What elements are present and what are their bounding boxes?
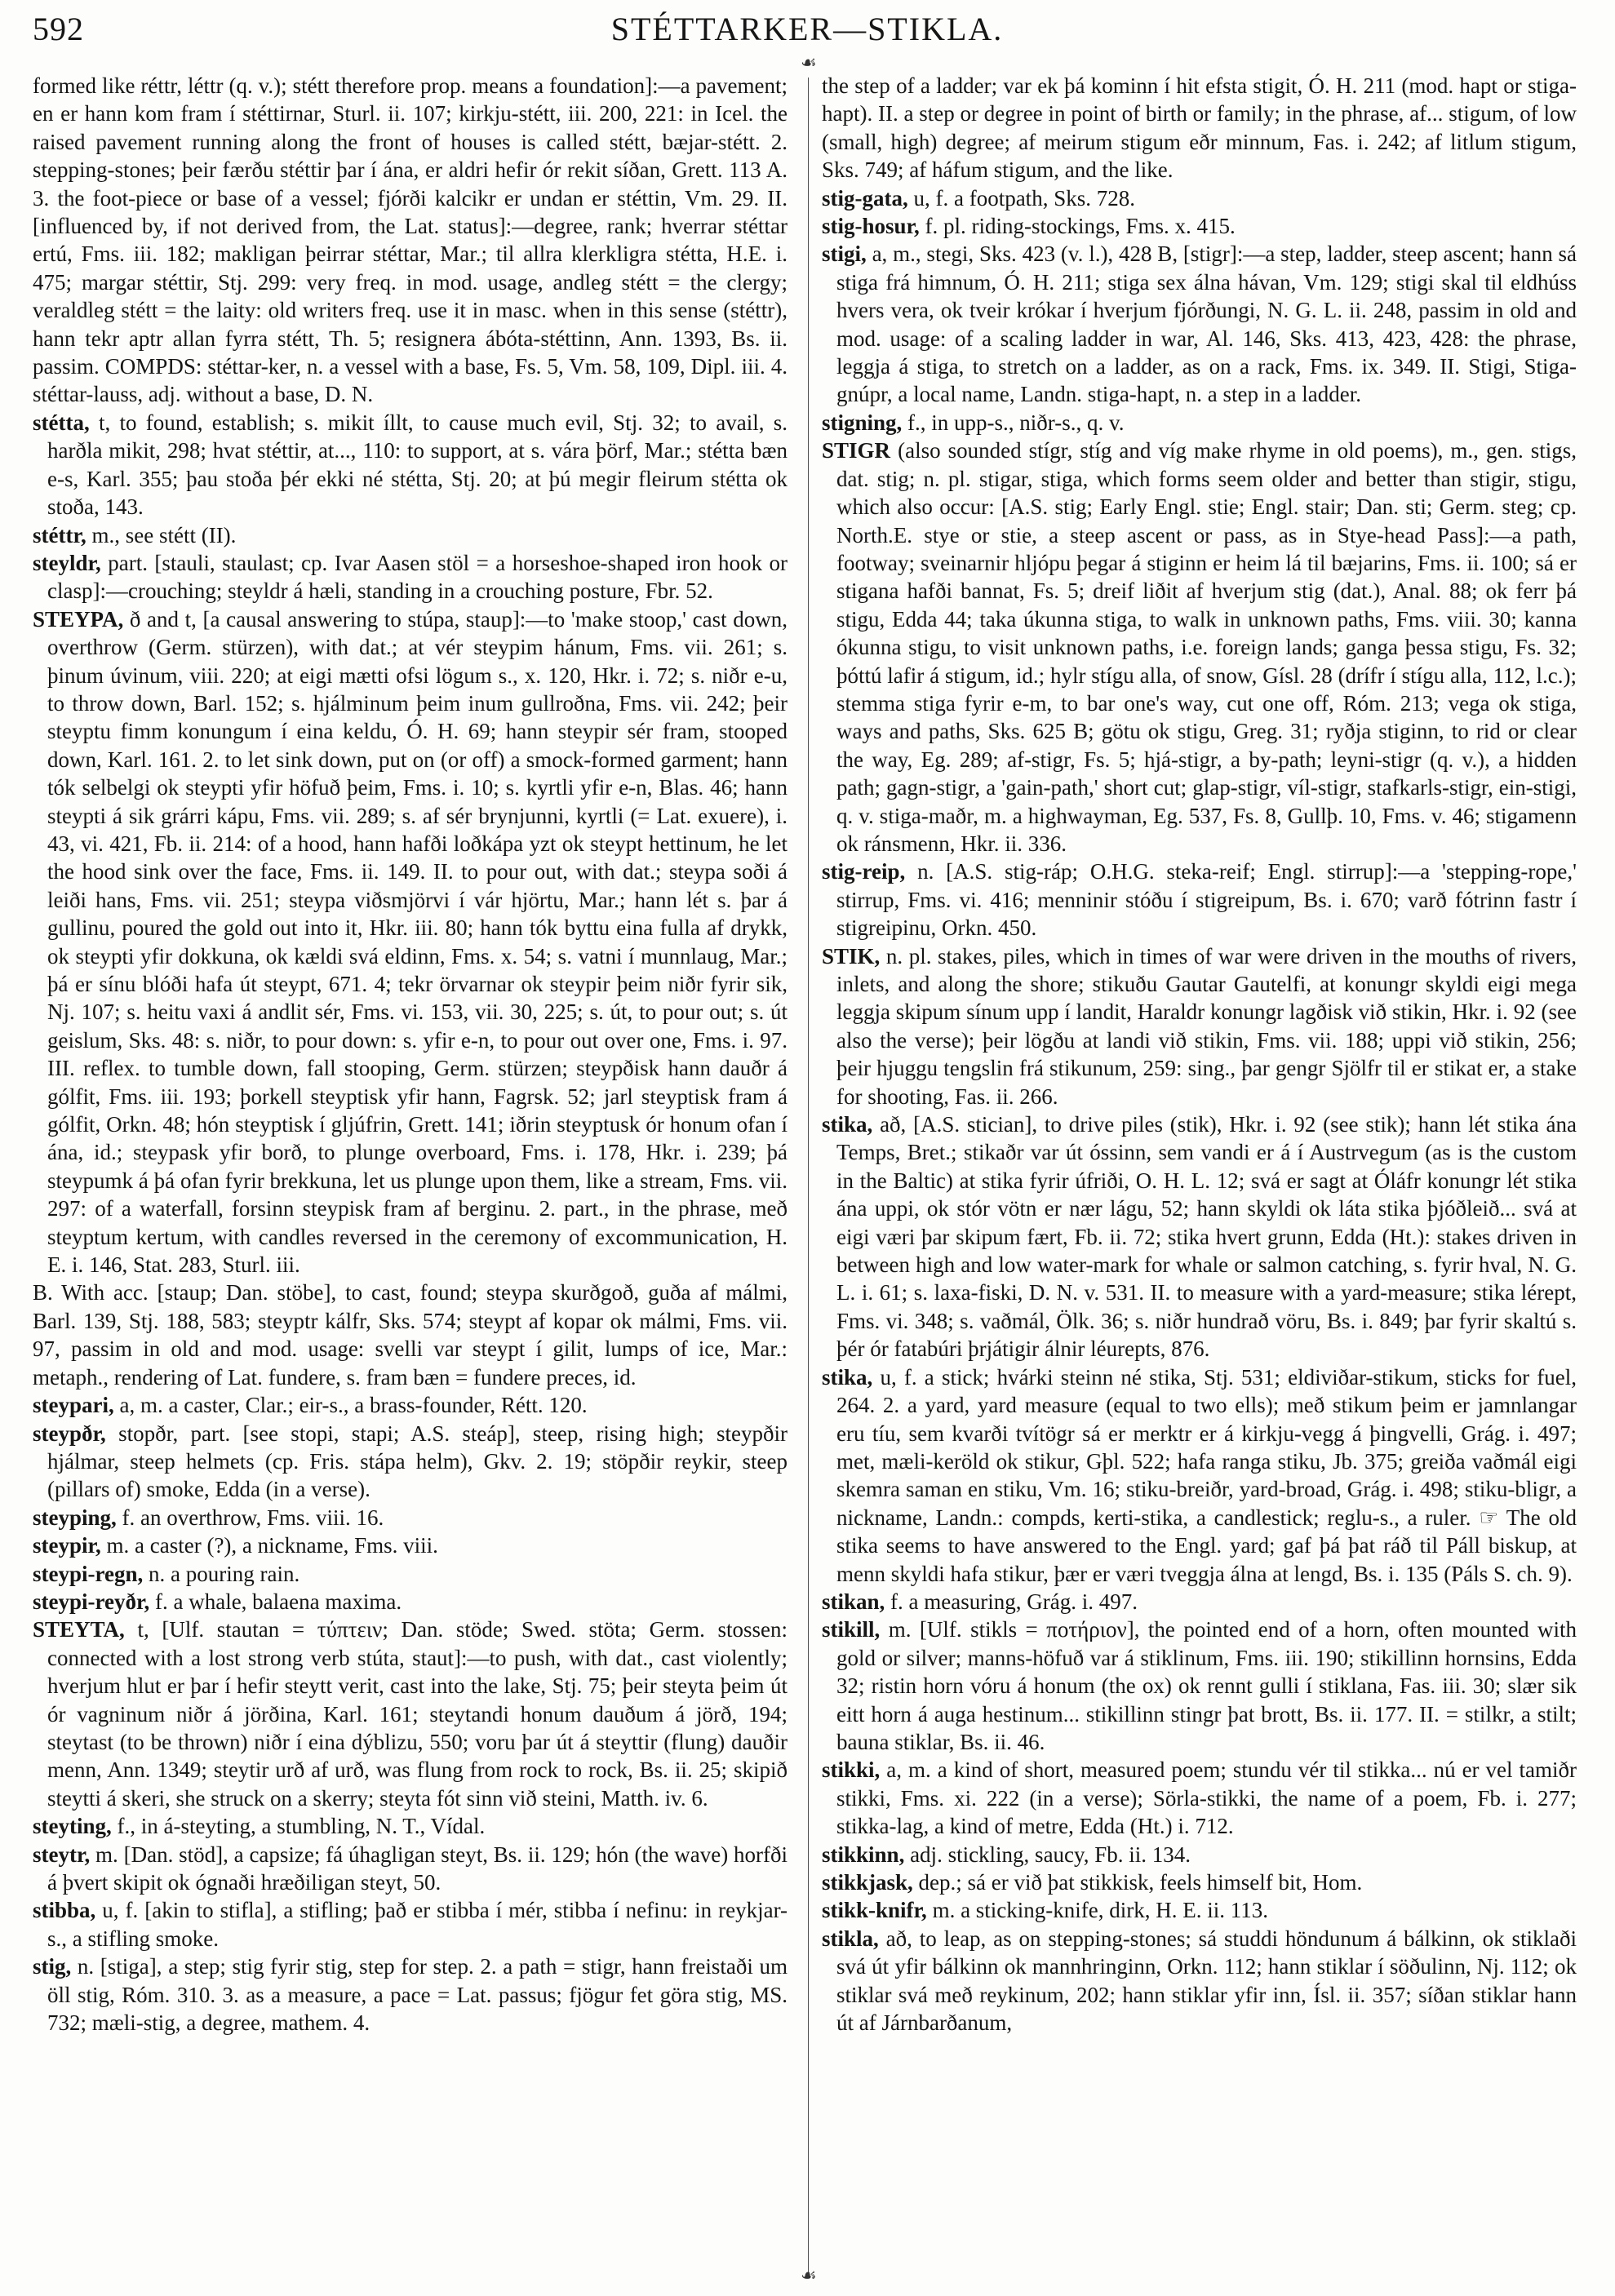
column-ornament-top: ☙ (801, 52, 817, 73)
entry-text: f., in á-steyting, a stumbling, N. T., Vídal. (117, 1814, 486, 1839)
dictionary-entry (822, 437, 1577, 858)
entry-headword: steypi-regn, (33, 1561, 144, 1586)
dictionary-entry (822, 184, 1577, 212)
entry-headword: stig, (33, 1954, 72, 1979)
entry-headword: stikkinn, (822, 1842, 905, 1867)
entry-text: f., in upp-s., niðr-s., q. v. (907, 410, 1125, 435)
entry-text: ð and t, [a causal answering to stúpa, staup]:—to 'make stoop,' cast down, overthrow (Germ. stürzen), with dat.; at vér steypim hánum, Fms. vii. 261; s. þinum úvinum, viii. 220; at eigi mætti ofsi lögum s., x. 120, Hkr. i. 72; s. niðr e-u, to throw down, Barl. 152; s. hjálminum þeim inum gullroðna, Fms. vii. 242; þeir steyptu fimm konungum í eina keldu, Ó. H. 69; hann steypir sér fram, stooped down, Karl. 161. 2. to let sink down, put on (or off) a smock-formed garment; hann tók selbelgi ok steypti yfir höfuð þeim, Fms. i. 10; s. kyrtli yfir e-n, Blas. 46; hann steypti á sik grárri kápu, Fms. vii. 289; s. af sér brynjunni, kyrtli (= Lat. exuere), i. 43, vi. 421, Fb. ii. 214: of a hood, hann hafði loðkápa yzt ok steypt hettinum, he let the hood sink over the face, Fms. ii. 149. II. to pour out, with dat.; steypa soði á leiði hans, Fms. vii. 251; steypa viðsmjörvi í vár hjörtu, Mar.; hann lét s. þar á gullinu, poured the gold out into it, Hkr. iii. 80; hann tók byttu eina fulla af drykk, ok steypti yfir dokkuna, ok kældi svá eldinn, Fms. x. 54; s. vatni í munnlaug, Mar.; þá er sínu blóði hafa út steypt, 671. 4; tekr örvarnar ok steypir þeim niðr fyrir sik, Nj. 107; s. heitu vaxi á andlit sér, Fms. vi. 153, vii. 30, 225; s. út, to pour out; s. út geislum, Sks. 48: s. niðr, to pour down: s. yfir e-n, to pour out over one, Fms. i. 97. III. reflex. to tumble down, fall stooping, Germ. stürzen; steypðisk hann dauðr á gólfit, Fms. iii. 193; þorkell steyptisk yfir hann, Fagrsk. 52; jarl steyptisk fram á gólfit, Orkn. 48; hón steyptisk í gljúfrin, Grett. 141; iðrin steyptusk ór honum ofan í ána, id.; steypask yfir borð, to plunge overboard, Fms. i. 178, Hkr. i. 239; þá steypumk á þá ofan fyrir brekkuna, let us plunge upon them, like a stream, Fms. vii. 297: of a waterfall, forsinn steypisk fram af berginu. 2. part., in the phrase, með steyptum kertum, with candles reversed in the ceremony of excommunication, H. E. i. 146, Stat. 283, Sturl. iii. (47, 606, 788, 1278)
entry-text: formed like réttr, léttr (q. v.); stétt therefore prop. means a foundation]:—a pavement; en er hann kom fram í stéttirnar, Sturl. ii. 107; kirkju-stétt, iii. 200, 221: in Icel. the raised pavement running along the front of houses is called stétt, bæjar-stétt. 2. stepping-stones; þeir færðu stéttir þar í ána, er aldri hefir ór rekit síðan, Grett. 113 A. 3. the foot-piece or base of a vessel; fjórði kalcikr er undan er stéttin, Vm. 29. II. [influenced by, if not derived from, the Lat. status]:—degree, rank; hverrar stéttar ertú, Fms. iii. 182; makligan þeirrar stéttar, Mar.; til allra klerkligra stétta, H.E. i. 475; margar stéttir, Stj. 299: very freq. in mod. usage, andleg stétt = the clergy; veraldleg stétt = the laity: old writers freq. use it in masc. when in this sense (stéttr), hann tekr aptr allan fyrra stétt, Th. 5; resignera ábóta-stéttinn, Ann. 1393, Bs. ii. passim. COMPDS: stéttar-ker, n. a vessel with a base, Fs. 5, Vm. 58, 109, Dipl. iii. 4. stéttar-lauss, adj. without a base, D. N. (33, 73, 788, 407)
entry-headword: stétta, (33, 410, 90, 435)
entry-text: t, to found, establish; s. mikit íllt, to cause much evil, Stj. 32; to avail, s. harðla mikit, 298; hvat stéttir, at..., 110: to support, at s. vára þörf, Mar.; stétta bæn e-s, Karl. 355; þau stoða þér ekki né stétta, Stj. 20; at þú megir fleirum stétta ok stoða, 143. (47, 410, 788, 520)
entry-text: n. pl. stakes, piles, which in times of war were driven in the mouths of rivers, inlets, and along the shore; stikuðu Gautar Gautelfi, at konungr skyldi eigi mega leggja skipum sínum upp í landit, Haraldr konungr lagðisk við stikin, Hkr. i. 92 (see also the verse); þeir lögðu at landi við stikin, Fms. vii. 188; uppi við stikin, 256; þeir hjuggu tengslin frá stikunum, 259: sing., þar gengr Sjölfr til er stikat er, a stake for shooting, Fas. ii. 266. (836, 943, 1577, 1109)
entry-text: f. an overthrow, Fms. viii. 16. (122, 1505, 384, 1530)
entry-headword: steytr, (33, 1842, 91, 1867)
entry-text: m., see stétt (II). (91, 522, 237, 547)
entry-headword: stig-reip, (822, 859, 906, 884)
entry-text: að, [A.S. stician], to drive piles (stik), Hkr. i. 92 (see stik); hann lét stika ána Temps, Bret.; stikaðr var út óssinn, sem vandi er á í Austrvegum (as is the custom in the Baltic) at stika fyrir úfriði, O. H. L. 12; svá er sagt at Óláfr konungr lét stika ána uppi, ok stór vötn er nær lágu, 52; hann skyldi ok láta stika þjóðleið... svá at eigi væri þar skipum fært, Fb. ii. 72; stika hvert grunn, Edda (Ht.): stakes driven in between high and low water-mark for whale or salmon catching, s. fyrir hval, N. G. L. i. 61; s. laxa-fiski, D. N. v. 531. II. to measure with a yard-measure; stika lérept, Fms. vi. 348; s. vaðmál, Ölk. 36; s. niðr hundrað vöru, Bs. i. 849; þar fyrir skaltú s. þér ór fatabúri þrjátigir álnir léurepts, 876. (836, 1112, 1577, 1362)
running-title: STÉTTARKER—STIKLA. (610, 11, 1004, 47)
dictionary-entry (822, 72, 1577, 184)
entry-text: (also sounded stígr, stíg and víg make rhyme in old poems), m., gen. stigs, dat. stig; n. pl. stigar, stiga, which forms seem older and better than stigir, stigu, which also occur: [A.S. stig; Early Engl. stie; Engl. stair; Dan. sti; Germ. steg; cp. North.E. stye or stie, a steep ascent or pass, as in Stye-head Pass]:—a path, footway; sveinarnir hljópu þegar á stiginn er heim lá til bæjarins, Fms. ii. 100; sá er stigana hafði bannat, Fs. 5; dreif liðit af hverjum stig (dat.), Anal. 88; ok ferr þá stigu, Edda 44; taka úkunna stiga, to walk in unknown paths, Fms. viii. 30; kanna ókunna stigu, to visit unknown paths, i.e. foreign lands; ganga þessa stigu, Fs. 32; þóttú lafir á stigum, id.; hylr stígu alla, of snow, Gísl. 28 (drífr í stígu alla, 112, l.c.); stemma stiga fyrir e-m, to bar one's way, cut one off, Róm. 213; vega ok stiga, ways and paths, Sks. 625 B; götu ok stigu, Greg. 31; ryðja stiginn, to rid or clear the way, Eg. 289; af-stigr, Fs. 5; hjá-stigr, a by-path; leyni-stigr (q. v.), a hidden path; gagn-stigr, a 'gain-path,' short cut; glap-stigr, víl-stigr, stafkarls-stigr, ein-stigi, q. v. stiga-maðr, m. a highwayman, Eg. 537, Fs. 8, Gullþ. 10, Fms. v. 46; stigamenn ok ránsmenn, Hkr. ii. 336. (836, 438, 1577, 856)
dictionary-entry (822, 942, 1577, 1110)
entry-text: the step of a ladder; var ek þá kominn í hit efsta stigit, Ó. H. 211 (mod. hapt or stiga-hapt). II. a step or degree in point of birth or family; in the phrase, af... stigum, of low (small, high) degree; af meirum stigum eðr minnum, Fas. i. 242; af litlum stigum, Sks. 749; af háfum stigum, and the like. (822, 73, 1577, 183)
entry-headword: stig-hosur, (822, 214, 920, 239)
entry-text: f. a measuring, Grág. i. 497. (890, 1589, 1138, 1614)
entry-headword: stigning, (822, 410, 903, 435)
dictionary-entry (33, 1588, 788, 1616)
entry-text: að, to leap, as on stepping-stones; sá studdi höndunum á bálkinn, ok stiklaði svá út yfir bálkinn ok mannhringinn, Orkn. 112; hann stiklar í söðulinn, Nj. 112; ok stiklar svá með reykinum, 202; hann stiklar yfir inn, Ísl. ii. 357; síðan stiklar hann út af Járnbarðanum, (836, 1926, 1577, 2036)
dictionary-entry (822, 1363, 1577, 1588)
entry-text: dep.; sá er við þat stikkisk, feels himself bit, Hom. (918, 1870, 1363, 1895)
dictionary-entry (33, 1841, 788, 1897)
dictionary-entry (33, 1420, 788, 1504)
entry-headword: steypðr, (33, 1421, 106, 1446)
entry-headword: stika, (822, 1112, 873, 1137)
dictionary-entry (822, 1616, 1577, 1756)
dictionary-entry (822, 1868, 1577, 1896)
dictionary-entry (33, 1531, 788, 1559)
entry-headword: stigi, (822, 242, 867, 267)
page-number: 592 (33, 11, 84, 47)
entry-headword: STEYTA, (33, 1617, 125, 1642)
entry-text: a, m., stegi, Sks. 423 (v. l.), 428 B, [stigr]:—a step, ladder, steep ascent; hann sá stiga frá himnum, Ó. H. 211; stiga sex álna hávan, Vm. 129; stigi skal til eldhúss hvers vera, ok tveir krókar í hverjum fjórðungi, N. G. L. ii. 248, passim in old and mod. usage: of a scaling ladder in war, Al. 146, Sks. 413, 423, 428: the phrase, leggja á stiga, to stretch on a ladder, as on a rack, Fms. ix. 349. II. Stigi, Stiga-gnúpr, a local name, Landn. stiga-hapt, n. a step in a ladder. (836, 242, 1577, 407)
entry-text: u, f. [akin to stifla], a stifling; það er stibba í mér, stibba í nefinu: in reykjar-s., a stifling smoke. (47, 1898, 788, 1951)
entry-text: m. [Ulf. stikls = ποτήριον], the pointed end of a horn, often mounted with gold or silver; manns-höfuð var á stiklinum, Fms. iii. 190; stikillinn hornsins, Edda 32; ristin horn vóru á honum (the ox) ok rennt gulli í stiklana, Fas. iii. 30; slær sik eitt horn á auga hestinum... stikillinn stingr þat brott, Bs. ii. 177. II. = stilkr, a stilt; bauna stiklar, Bs. ii. 46. (836, 1617, 1577, 1754)
dictionary-entry (33, 1812, 788, 1840)
dictionary-entry (33, 1560, 788, 1588)
dictionary-entry (33, 549, 788, 605)
dictionary-entry (822, 212, 1577, 240)
dictionary-entry (822, 409, 1577, 437)
entry-text: a, m. a kind of short, measured poem; stundu vér til stikka... nú er vel tamiðr stikki, Fms. xi. 222 (in a verse); Sörla-stikki, the name of a poem, Fb. i. 277; stikka-lag, a kind of metre, Edda (Ht.) i. 712. (836, 1757, 1577, 1839)
entry-headword: STIGR (822, 438, 891, 463)
entry-headword: stikkjask, (822, 1870, 913, 1895)
entry-text: n. [stiga], a step; stig fyrir stig, step for step. 2. a path = stigr, hann freistaði um öll stig, Róm. 310. 3. as a measure, a pace = Lat. passus; fjögur fet göra stig, MS. 732; mæli-stig, a degree, mathem. 4. (47, 1954, 788, 2036)
page-header (33, 7, 1582, 55)
dictionary-entry (822, 1110, 1577, 1363)
dictionary-entry (33, 72, 788, 409)
entry-headword: stikki, (822, 1757, 881, 1783)
entry-text: adj. stickling, saucy, Fb. ii. 134. (910, 1842, 1191, 1867)
left-column (33, 72, 788, 2267)
entry-headword: steyping, (33, 1505, 117, 1530)
dictionary-entry (822, 1841, 1577, 1868)
dictionary-entry (822, 1896, 1577, 1924)
dictionary-entry (822, 1756, 1577, 1840)
entry-text: B. With acc. [staup; Dan. stöbe], to cast, found; steypa skurðgoð, guða af málmi, Barl. 139, Stj. 188, 583; steyptr kálfr, Sks. 574; steypt af kopar ok málmi, Fms. vii. 97, passim in old and mod. usage: svelli var steypt í gilit, lumps of ice, Mar.: metaph., rendering of Lat. fundere, s. fram bæn = fundere preces, id. (33, 1280, 788, 1390)
entry-headword: stikk-knifr, (822, 1898, 927, 1923)
entry-text: t, [Ulf. stautan = τύπτειν; Dan. stöde; Swed. stöta; Germ. stossen: connected with a lost strong verb stúta, staut]:—to push, with dat., cast violently; hverjum hlut er þar í hefir steytt verit, cast into the lake, Stj. 75; þeir steyta þeim út ór vagninum niðr á jörðina, Karl. 161; steytandi honum dauðum á jörð, 194; steytast (to be thrown) niðr í eina dýblizu, 550; voru þar út á steyttir (flung) dauðir menn, Ann. 1349; steytir urð af urð, was flung from rock to rock, Bs. ii. 25; skipið steytti á skeri, she struck on a skerry; steyta fót sinn við steini, Matth. iv. 6. (47, 1617, 788, 1811)
dictionary-entry (33, 409, 788, 521)
entry-text: u, f. a stick; hvárki steinn né stika, Stj. 531; eldiviðar-stikum, sticks for fuel, 264. 2. a yard, yard measure (equal to two ells); með stikum þeim er jamnlangar eru tíu, sem kvarði tvítögr sá er merktr er á kirkju-vegg á þingvelli, Grág. i. 497; met, mæli-keröld ok stikur, Gþl. 522; hafa ranga stiku, Jb. 375; greiða vaðmál eigi skemra saman en stiku, Vm. 16; stiku-breiðr, yard-broad, Grág. i. 498; stiku-bligr, a nickname, Landn.: compds, kerti-stika, a candlestick; reglu-s., a ruler. ☞ The old stika seems to have answered to the Engl. yard; gaf þá þat ráð til Páll biskup, at menn skyldi hafa stikur, þær er væri tveggja álna at lengd, Bs. i. 135 (Páls S. ch. 9). (836, 1364, 1577, 1586)
entry-text: f. pl. riding-stockings, Fms. x. 415. (925, 214, 1236, 239)
dictionary-entry (33, 1952, 788, 2037)
dictionary-entry (822, 240, 1577, 408)
entry-headword: stibba, (33, 1898, 96, 1923)
entry-text: m. [Dan. stöd], a capsize; fá úhagligan steyt, Bs. ii. 129; hón (the wave) horfði á þvert skipit ok ógnaði hræðiligan steyt, 50. (47, 1842, 788, 1895)
column-divider (808, 78, 809, 2272)
column-ornament-bottom: ☙ (801, 2265, 817, 2285)
dictionary-entry (33, 605, 788, 1279)
entry-text: u, f. a footpath, Sks. 728. (913, 185, 1135, 211)
entry-text: m. a caster (?), a nickname, Fms. viii. (106, 1533, 438, 1558)
entry-headword: STIK, (822, 943, 881, 968)
entry-headword: stika, (822, 1364, 873, 1390)
dictionary-entry (33, 1896, 788, 1952)
entry-headword: stikan, (822, 1589, 885, 1614)
entry-text: n. [A.S. stig-ráp; O.H.G. steka-reif; Engl. stirrup]:—a 'stepping-rope,' stirrup, Fms. vi. 416; menninir stóðu í stigreipum, Bs. i. 670; varð fótrinn fastr í stigreipinu, Orkn. 450. (836, 859, 1577, 941)
entry-text: part. [stauli, staulast; cp. Ivar Aasen stöl = a horseshoe-shaped iron hook or clasp]:—crouching; steyldr á hæli, standing in a crouching posture, Fbr. 52. (47, 550, 788, 604)
entry-text: stopðr, part. [see stopi, stapi; A.S. steáp], steep, rising high; steypðir hjálmar, steep helmets (cp. Fris. stápa helm), Gkv. 2. 19; stöpðir reykir, steep (pillars of) smoke, Edda (in a verse). (47, 1421, 788, 1502)
entry-headword: stikill, (822, 1617, 881, 1642)
entry-headword: steypir, (33, 1533, 101, 1558)
dictionary-entry (33, 521, 788, 549)
dictionary-entry (822, 1925, 1577, 2037)
dictionary-entry (822, 1588, 1577, 1616)
dictionary-entry (33, 1616, 788, 1812)
entry-text: m. a sticking-knife, dirk, H. E. ii. 113. (932, 1898, 1268, 1923)
entry-text: n. a pouring rain. (149, 1561, 300, 1586)
entry-headword: steypi-reyðr, (33, 1589, 150, 1614)
entry-headword: steypari, (33, 1393, 114, 1418)
right-column (822, 72, 1577, 2267)
entry-text: a, m. a caster, Clar.; eir-s., a brass-founder, Rétt. 120. (119, 1393, 588, 1418)
dictionary-entry (33, 1279, 788, 1391)
entry-headword: STEYPA, (33, 606, 124, 632)
entry-headword: stéttr, (33, 522, 87, 547)
entry-text: f. a whale, balaena maxima. (154, 1589, 402, 1614)
dictionary-entry (33, 1391, 788, 1419)
entry-headword: steyldr, (33, 550, 101, 575)
entry-headword: steyting, (33, 1814, 112, 1839)
dictionary-entry (822, 858, 1577, 942)
dictionary-entry (33, 1504, 788, 1531)
entry-headword: stikla, (822, 1926, 879, 1951)
entry-headword: stig-gata, (822, 185, 908, 211)
